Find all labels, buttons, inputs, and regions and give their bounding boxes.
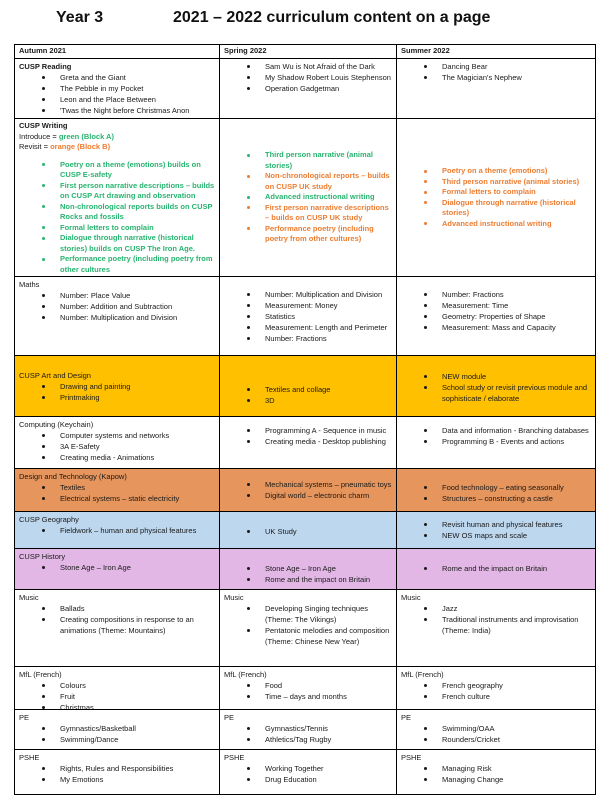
computing-cell-summer xyxy=(397,417,595,468)
colour-key xyxy=(19,132,215,153)
cusp-art-and-design-cell-autumn xyxy=(15,356,220,416)
cusp-geography-items-summer xyxy=(401,519,591,541)
curriculum-item: Rounders/Cricket xyxy=(423,734,591,745)
design-and-technology-items-spring xyxy=(224,479,392,501)
curriculum-item: Rights, Rules and Responsibilities xyxy=(41,763,215,774)
cusp-reading-cell-spring xyxy=(220,59,397,118)
row-pe xyxy=(15,710,595,750)
cusp-reading-cell-summer xyxy=(397,59,595,118)
row-cusp-art-and-design xyxy=(15,356,595,417)
curriculum-item: Greta and the Giant xyxy=(41,72,215,83)
curriculum-item: Dialogue through narrative (historical stories) xyxy=(423,198,591,219)
pshe-items-spring xyxy=(224,763,392,785)
curriculum-item: Revisit human and physical features xyxy=(423,519,591,530)
curriculum-item: Ballads xyxy=(41,603,215,614)
curriculum-item: Stone Age – Iron Age xyxy=(41,562,215,573)
cusp-writing-cell-autumn xyxy=(15,119,220,276)
curriculum-table xyxy=(14,44,596,795)
curriculum-item: Managing Change xyxy=(423,774,591,785)
curriculum-item: Third person narrative (animal stories) xyxy=(423,177,591,188)
cusp-geography-cell-spring xyxy=(220,512,397,548)
row-music xyxy=(15,590,595,667)
computing-header: Computing (Keychain) xyxy=(19,420,94,429)
design-and-technology-cell-autumn xyxy=(15,469,220,511)
curriculum-item: The Pebble in my Pocket xyxy=(41,83,215,94)
music-header: Music xyxy=(19,593,39,602)
curriculum-item: Poetry on a theme (emotions) xyxy=(423,166,591,177)
cusp-art-and-design-cell-summer xyxy=(397,356,595,416)
curriculum-item: Gymnastics/Tennis xyxy=(246,723,392,734)
cusp-history-cell-spring xyxy=(220,549,397,589)
curriculum-item: Number: Fractions xyxy=(246,333,392,344)
curriculum-item: Computer systems and networks xyxy=(41,430,215,441)
curriculum-item: Sam Wu is Not Afraid of the Dark xyxy=(246,61,392,72)
mfl-french-items-spring xyxy=(224,680,392,702)
cusp-reading-cell-autumn xyxy=(15,59,220,118)
cusp-history-items-autumn xyxy=(19,562,215,573)
mfl-french-header: MfL (French) xyxy=(224,670,267,679)
curriculum-item: The Magician's Nephew xyxy=(423,72,591,83)
cusp-reading-items-summer xyxy=(401,61,591,83)
curriculum-item: Number: Addition and Subtraction xyxy=(41,301,215,312)
curriculum-item: UK Study xyxy=(246,526,392,537)
curriculum-item: Food technology – eating seasonally xyxy=(423,482,591,493)
curriculum-item: Creating media - Animations xyxy=(41,452,215,463)
maths-cell-summer xyxy=(397,277,595,355)
curriculum-item: Food xyxy=(246,680,392,691)
curriculum-item: My Shadow Robert Louis Stephenson xyxy=(246,72,392,83)
design-and-technology-header: Design and Technology (Kapow) xyxy=(19,472,127,481)
curriculum-item: Number: Multiplication and Division xyxy=(41,312,215,323)
column-header-summer: Summer 2022 xyxy=(401,46,450,55)
row-pshe xyxy=(15,750,595,795)
cusp-history-cell-summer xyxy=(397,549,595,589)
cusp-writing-header: CUSP Writing xyxy=(19,121,68,130)
curriculum-item: Formal letters to complain xyxy=(41,223,215,234)
design-and-technology-items-summer xyxy=(401,482,591,504)
mfl-french-cell-autumn xyxy=(15,667,220,709)
curriculum-item: Non-chronological reports builds on CUSP Rocks and fossils xyxy=(41,202,215,223)
colour-key-line xyxy=(19,142,215,153)
mfl-french-cell-summer xyxy=(397,667,595,709)
mfl-french-items-summer xyxy=(401,680,591,702)
curriculum-item: Fieldwork – human and physical features xyxy=(41,525,215,536)
computing-cell-autumn xyxy=(15,417,220,468)
cusp-art-and-design-items-spring xyxy=(224,384,392,406)
curriculum-item: Jazz xyxy=(423,603,591,614)
curriculum-item: 3A E-Safety xyxy=(41,441,215,452)
column-header-autumn: Autumn 2021 xyxy=(15,45,220,58)
mfl-french-header: MfL (French) xyxy=(19,670,62,679)
curriculum-item: Time – days and months xyxy=(246,691,392,702)
curriculum-item: Managing Risk xyxy=(423,763,591,774)
curriculum-item: Data and information - Branching databases xyxy=(423,425,591,436)
curriculum-item: Gymnastics/Basketball xyxy=(41,723,215,734)
design-and-technology-items-autumn xyxy=(19,482,215,504)
curriculum-item: My Emotions xyxy=(41,774,215,785)
pe-header: PE xyxy=(401,713,412,722)
curriculum-item: Dancing Bear xyxy=(423,61,591,72)
maths-header: Maths xyxy=(19,280,40,289)
curriculum-item: Electrical systems – static electricity xyxy=(41,493,215,504)
curriculum-item: Performance poetry (including poetry from other cultures) xyxy=(246,224,392,245)
cusp-writing-items-spring xyxy=(224,150,392,245)
curriculum-item: Christmas xyxy=(41,702,215,709)
row-design-and-technology xyxy=(15,469,595,512)
curriculum-item: French culture xyxy=(423,691,591,702)
curriculum-item: French geography xyxy=(423,680,591,691)
curriculum-item: Programming A - Sequence in music xyxy=(246,425,392,436)
curriculum-item: 3D xyxy=(246,395,392,406)
year-label: Year 3 xyxy=(56,9,104,26)
curriculum-item: Advanced instructional writing xyxy=(246,192,392,203)
pshe-header: PSHE xyxy=(401,753,422,762)
music-cell-spring xyxy=(220,590,397,666)
pshe-cell-summer xyxy=(397,750,595,794)
curriculum-item: Swimming/OAA xyxy=(423,723,591,734)
cusp-writing-items-autumn xyxy=(19,160,215,276)
pshe-cell-spring xyxy=(220,750,397,794)
cusp-reading-items-spring xyxy=(224,61,392,94)
curriculum-item: Leon and the Place Between xyxy=(41,94,215,105)
column-header-spring: Spring 2022 xyxy=(220,45,397,58)
curriculum-item: Drawing and painting xyxy=(41,381,215,392)
curriculum-item: Developing Singing techniques (Theme: The Vikings) xyxy=(246,603,392,625)
curriculum-item: Dialogue through narrative (historical stories) builds on CUSP The Iron Age. xyxy=(41,233,215,254)
curriculum-item: Programming B - Events and actions xyxy=(423,436,591,447)
mfl-french-items-autumn xyxy=(19,680,215,709)
row-mfl-french xyxy=(15,667,595,710)
cusp-reading-header: CUSP Reading xyxy=(19,62,72,71)
curriculum-item: Poetry on a theme (emotions) builds on CUSP E-safety xyxy=(41,160,215,181)
music-items-summer xyxy=(401,603,591,636)
mfl-french-cell-spring xyxy=(220,667,397,709)
curriculum-item: 'Twas the Night before Christmas Anon xyxy=(41,105,215,116)
curriculum-item: Rome and the impact on Britain xyxy=(423,563,591,574)
pe-items-spring xyxy=(224,723,392,745)
pe-items-summer xyxy=(401,723,591,745)
pe-cell-spring xyxy=(220,710,397,749)
cusp-art-and-design-items-summer xyxy=(401,371,591,404)
design-and-technology-cell-summer xyxy=(397,469,595,511)
curriculum-item: Performance poetry (including poetry from other cultures xyxy=(41,254,215,275)
curriculum-item: Structures – constructing a castle xyxy=(423,493,591,504)
curriculum-item: Working Together xyxy=(246,763,392,774)
table-body xyxy=(15,59,595,795)
curriculum-item: Creating compositions in response to an animations (Theme: Mountains) xyxy=(41,614,215,636)
music-header: Music xyxy=(224,593,244,602)
cusp-history-items-spring xyxy=(224,563,392,585)
curriculum-item: Swimming/Dance xyxy=(41,734,215,745)
pshe-header: PSHE xyxy=(224,753,245,762)
music-header: Music xyxy=(401,593,421,602)
curriculum-item: Number: Fractions xyxy=(423,289,591,300)
curriculum-item: NEW module xyxy=(423,371,591,382)
curriculum-item: Colours xyxy=(41,680,215,691)
curriculum-item: First person narrative descriptions – builds on CUSP UK study xyxy=(246,203,392,224)
curriculum-item: Drug Education xyxy=(246,774,392,785)
colour-key-value: green (Block A) xyxy=(58,131,114,141)
design-and-technology-cell-spring xyxy=(220,469,397,511)
curriculum-item: Formal letters to complain xyxy=(423,187,591,198)
music-cell-summer xyxy=(397,590,595,666)
curriculum-item: Mechanical systems – pneumatic toys xyxy=(246,479,392,490)
cusp-reading-items-autumn xyxy=(19,72,215,116)
pe-cell-autumn xyxy=(15,710,220,749)
maths-cell-autumn xyxy=(15,277,220,355)
curriculum-item: Measurement: Time xyxy=(423,300,591,311)
curriculum-item: Number: Multiplication and Division xyxy=(246,289,392,300)
curriculum-item: Number: Place Value xyxy=(41,290,215,301)
music-cell-autumn xyxy=(15,590,220,666)
pshe-header: PSHE xyxy=(19,753,40,762)
curriculum-item: Traditional instruments and improvisation (Theme: India) xyxy=(423,614,591,636)
row-cusp-reading xyxy=(15,59,595,119)
maths-items-summer xyxy=(401,289,591,333)
cusp-geography-header: CUSP Geography xyxy=(19,515,79,524)
table-header-row xyxy=(15,45,595,59)
cusp-art-and-design-cell-spring xyxy=(220,356,397,416)
maths-cell-spring xyxy=(220,277,397,355)
maths-items-autumn xyxy=(19,290,215,323)
curriculum-item: Operation Gadgetman xyxy=(246,83,392,94)
curriculum-item: First person narrative descriptions – builds on CUSP Art drawing and observation xyxy=(41,181,215,202)
pe-items-autumn xyxy=(19,723,215,745)
page-title: 2021 – 2022 curriculum content on a page xyxy=(173,9,491,26)
curriculum-item: Creating media - Desktop publishing xyxy=(246,436,392,447)
cusp-geography-items-spring xyxy=(224,526,392,537)
pe-header: PE xyxy=(224,713,235,722)
pshe-items-autumn xyxy=(19,763,215,785)
music-items-spring xyxy=(224,603,392,647)
curriculum-item: Non-chronological reports – builds on CUSP UK study xyxy=(246,171,392,192)
curriculum-item: Stone Age – Iron Age xyxy=(246,563,392,574)
cusp-geography-items-autumn xyxy=(19,525,215,536)
computing-items-autumn xyxy=(19,430,215,463)
pe-cell-summer xyxy=(397,710,595,749)
curriculum-item: Textiles and collage xyxy=(246,384,392,395)
curriculum-item: Measurement: Money xyxy=(246,300,392,311)
cusp-geography-cell-autumn xyxy=(15,512,220,548)
page-header xyxy=(0,0,610,44)
colour-key-prefix: Revisit = xyxy=(19,142,51,151)
row-cusp-history xyxy=(15,549,595,590)
curriculum-item: Measurement: Mass and Capacity xyxy=(423,322,591,333)
computing-cell-spring xyxy=(220,417,397,468)
cusp-geography-cell-summer xyxy=(397,512,595,548)
mfl-french-header: MfL (French) xyxy=(401,670,444,679)
curriculum-item: Textiles xyxy=(41,482,215,493)
maths-items-spring xyxy=(224,289,392,344)
computing-items-summer xyxy=(401,425,591,447)
curriculum-item: Measurement: Length and Perimeter xyxy=(246,322,392,333)
computing-items-spring xyxy=(224,425,392,447)
cusp-art-and-design-items-autumn xyxy=(19,381,215,403)
cusp-history-items-summer xyxy=(401,563,591,574)
curriculum-item: Third person narrative (animal stories) xyxy=(246,150,392,171)
row-cusp-writing xyxy=(15,119,595,277)
pe-header: PE xyxy=(19,713,30,722)
cusp-writing-items-summer xyxy=(401,166,591,229)
music-items-autumn xyxy=(19,603,215,636)
cusp-history-cell-autumn xyxy=(15,549,220,589)
cusp-art-and-design-header: CUSP Art and Design xyxy=(19,371,91,380)
curriculum-item: Pentatonic melodies and composition (Theme: Chinese New Year) xyxy=(246,625,392,647)
curriculum-item: Statistics xyxy=(246,311,392,322)
cusp-writing-cell-spring xyxy=(220,119,397,276)
pshe-cell-autumn xyxy=(15,750,220,794)
curriculum-item: Fruit xyxy=(41,691,215,702)
colour-key-prefix: Introduce = xyxy=(19,131,59,141)
pshe-items-summer xyxy=(401,763,591,785)
row-maths xyxy=(15,277,595,356)
row-cusp-geography xyxy=(15,512,595,549)
curriculum-item: Rome and the impact on Britain xyxy=(246,574,392,585)
colour-key-line xyxy=(19,132,215,143)
cusp-writing-cell-summer xyxy=(397,119,595,276)
cusp-history-header: CUSP History xyxy=(19,552,66,561)
row-computing xyxy=(15,417,595,469)
curriculum-item: Digital world – electronic charm xyxy=(246,490,392,501)
curriculum-item: Geometry: Properties of Shape xyxy=(423,311,591,322)
curriculum-item: Athletics/Tag Rugby xyxy=(246,734,392,745)
curriculum-item: Printmaking xyxy=(41,392,215,403)
curriculum-item: NEW OS maps and scale xyxy=(423,530,591,541)
colour-key-value: orange (Block B) xyxy=(50,142,111,151)
curriculum-item: School study or revisit previous module and sophisticate / elaborate xyxy=(423,382,591,404)
curriculum-item: Advanced instructional writing xyxy=(423,219,591,230)
